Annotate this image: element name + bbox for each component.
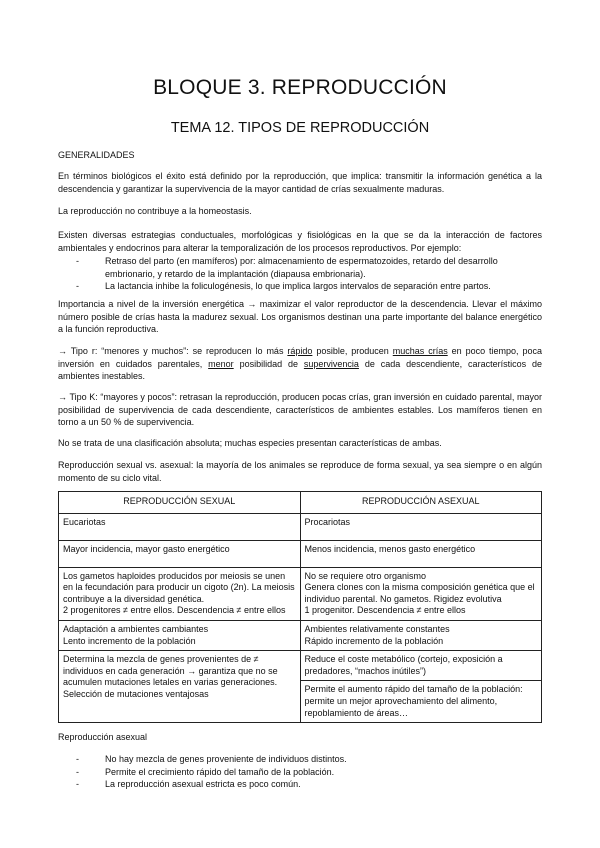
table-cell [300,620,542,650]
section-heading-generalidades: GENERALIDADES [58,150,135,160]
cell-line: 2 progenitores ≠ entre ellos. Descendencia ≠ entre ellos [63,605,286,616]
cell-line: Lento incremento de la población [63,635,196,646]
table-row [59,620,542,650]
table-cell: Eucariotas [59,513,301,540]
table-header-row [59,492,542,514]
table-cell: Mayor incidencia, mayor gasto energético [59,540,301,567]
table-cell: Reduce el coste metabólico (cortejo, exposición a predadores, “machos inútiles”) [300,651,542,681]
table-cell: Procariotas [300,513,542,540]
cell-line: Rápido incremento de la población [304,635,444,646]
table-row [59,567,542,620]
page-title: BLOQUE 3. REPRODUCCIÓN [153,76,447,99]
table-row [59,651,542,681]
text-run: → Tipo r: “menores y muchos”: se reproducen lo más [58,346,288,356]
table-row [59,513,542,540]
page-subtitle: TEMA 12. TIPOS DE REPRODUCCIÓN [170,120,430,136]
table-cell [59,620,301,650]
cell-line: Los gametos haploides producidos por meiosis se unen en la fecundación para producir un cigoto (2n). La meiosis contribuye a la diversidad genética. [63,570,295,604]
paragraph-sexual-vs-asexual: Reproducción sexual vs. asexual: la mayoría de los animales se reproduce de forma sexual, ya sea siempre o en algún momento de su ciclo vital. [58,460,542,483]
cell-line: 1 progenitor. Descendencia ≠ entre ellos [304,605,466,616]
cell-line: Adaptación a ambientes cambiantes [63,623,209,634]
text-run: de cada descendiente, característicos de ambientes inestables. [58,358,542,382]
asexual-list [58,753,542,791]
table-cell [59,651,301,723]
paragraph-exito: En términos biológicos el éxito está definido por la reproducción, que implica: transmitir la información genética a la descendencia y garantizar la supervivencia de la mayor cantidad de crías sexualmente maduras. [58,171,542,194]
list-item: - La lactancia inhibe la foliculogénesis, lo que implica largos intervalos de separación entre partos. [58,280,542,293]
paragraph-clasificacion: No se trata de una clasificación absoluta; muchas especies presentan características de ambas. [58,438,442,448]
estrategias-list [58,255,542,293]
text-run: posible, producen [312,346,393,356]
underlined-menor: menor [208,358,234,369]
underlined-rapido: rápido [287,346,313,356]
underlined-supervivencia: supervivencia [303,358,359,369]
comparison-table [58,491,542,723]
table-cell: Menos incidencia, menos gasto energético [300,540,542,567]
text-run: posibilidad de [233,358,304,369]
table-cell [59,567,301,620]
header-asexual: REPRODUCCIÓN ASEXUAL [300,492,542,514]
list-item: - La reproducción asexual estricta es poco común. [58,778,542,791]
paragraph-estrategias: Existen diversas estrategias conductuales, morfológicas y fisiológicas en la que se da la interacción de factores ambientales y endocrinos para alterar la temporalización de los procesos reproductivos. Por ejemplo: [58,230,542,253]
section-heading-reproduccion-asexual: Reproducción asexual [58,732,148,742]
paragraph-tipo-r [58,345,542,383]
list-item: - No hay mezcla de genes proveniente de individuos distintos. [58,753,542,766]
underlined-muchas-crias: muchas crías [392,346,448,356]
list-item: - Permite el crecimiento rápido del tamaño de la población. [58,766,542,779]
table-row [59,540,542,567]
table-cell: Permite el aumento rápido del tamaño de la población: permite un mejor aprovechamiento del alimento, repoblamiento de áreas… [300,681,542,723]
table-cell [300,567,542,620]
list-item: - Retraso del parto (en mamíferos) por: almacenamiento de espermatozoides, retardo del desarrollo embrionario, y retardo de la implantación (diapausa embrionaria). [58,255,542,280]
cell-line: Determina la mezcla de genes provenientes de ≠ individuos en cada generación → garantiza que no se acumulen mutaciones letales en varias generaciones. [63,654,278,688]
cell-line: Ambientes relativamente constantes [304,623,450,634]
text-run: en poco tiempo, poca inversión en cuidados parentales, [58,346,542,369]
cell-line: No se requiere otro organismo [304,570,427,581]
paragraph-homeostasis: La reproducción no contribuye a la homeostasis. [58,206,252,216]
paragraph-tipo-k: → Tipo K: “mayores y pocos”: retrasan la reproducción, producen pocas crías, gran inversión en cuidado parental, mayor posibilidad de supervivencia de cada descendiente, característicos de ambientes estables. Los mamíferos tienen en torno a un 50 % de supervivencia. [58,392,542,428]
cell-line: Selección de mutaciones ventajosas [63,688,209,699]
paragraph-inversion: Importancia a nivel de la inversión energética → maximizar el valor reproductor de la descendencia. Llevar el máximo número posible de crías hasta la madurez sexual. Los organismos destinan una parte importante del balance energético a la función reproductiva. [58,299,542,335]
header-sexual: REPRODUCCIÓN SEXUAL [59,492,301,514]
cell-line: Genera clones con la misma composición genética que el individuo parental. No gametos. Rigidez evolutiva [304,582,535,604]
